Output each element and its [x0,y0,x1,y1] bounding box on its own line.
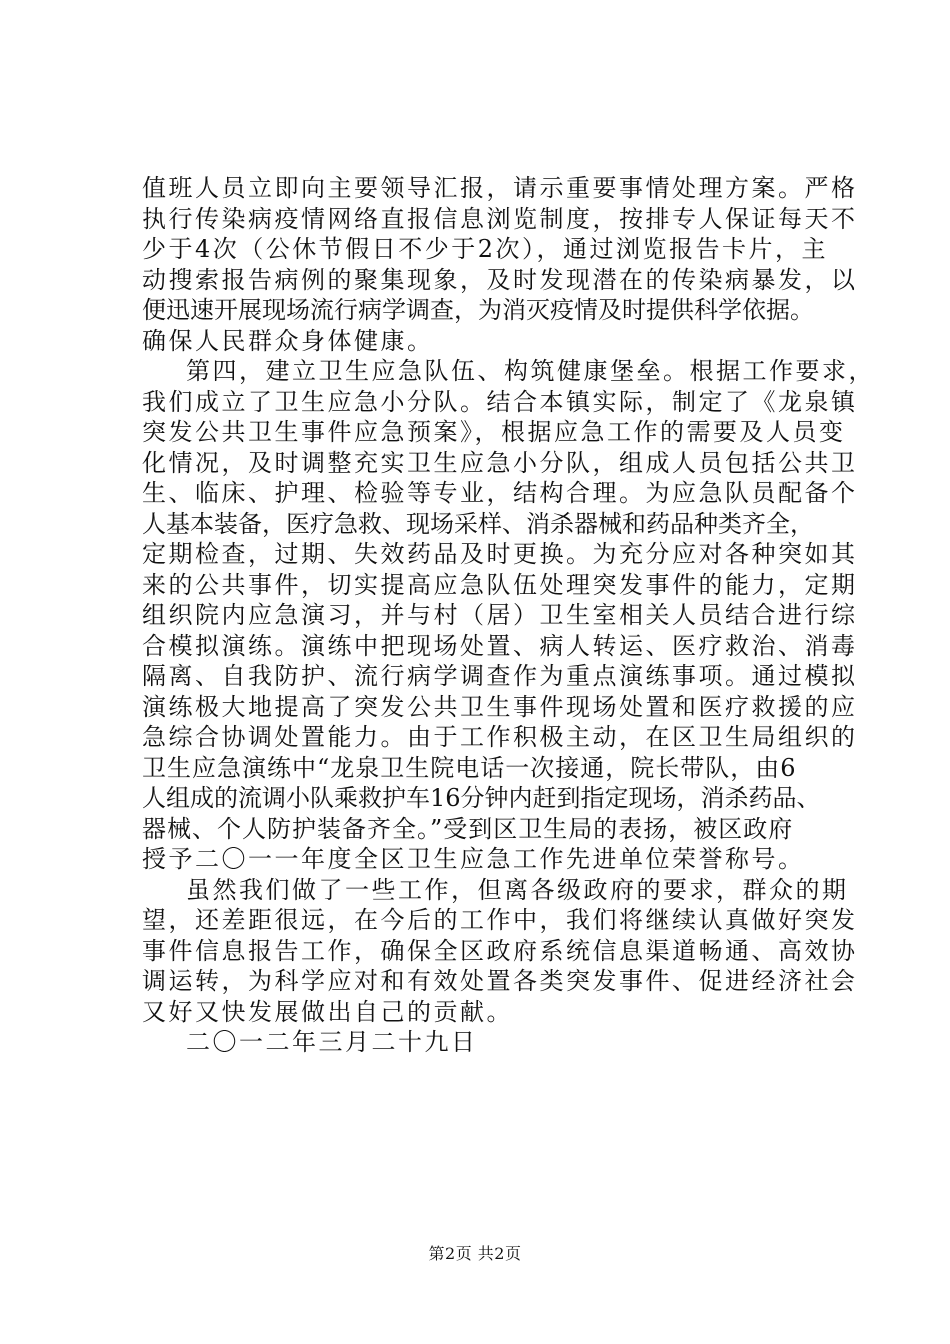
text-line: 来的公共事件，切实提高应急队伍处理突发事件的能力，定期 [142,570,858,599]
document-body [142,173,875,1058]
text-line: 授予二〇一一年度全区卫生应急工作先进单位荣誉称号。 [142,845,805,873]
text-line: 虽然我们做了一些工作，但离各级政府的要求，群众的期 [186,875,849,904]
text-line: 器械、个人防护装备齐全。”受到区卫生局的表扬，被区政府 [142,814,794,843]
text-line: 执行传染病疫情网络直报信息浏览制度，按排专人保证每天不 [142,204,858,233]
text-line: 人组成的流调小队乘救护车16分钟内赶到指定现场，消杀药品、 [142,784,821,812]
text-line: 我们成立了卫生应急小分队。结合本镇实际，制定了《龙泉镇 [142,387,858,416]
text-line: 动搜索报告病例的聚集现象，及时发现潜在的传染病暴发，以 [142,265,858,294]
text-line: 卫生应急演练中“龙泉卫生院电话一次接通，院长带队，由6 [142,753,797,782]
date-line: 二〇一二年三月二十九日 [186,1028,478,1056]
text-line: 事件信息报告工作，确保全区政府系统信息渠道畅通、高效协 [142,936,858,965]
text-line: 第四，建立卫生应急队伍、构筑健康堡垒。根据工作要求， [186,357,875,385]
text-line: 定期检查，过期、失效药品及时更换。为充分应对各种突如其 [142,540,858,568]
text-line: 值班人员立即向主要领导汇报，请示重要事情处理方案。严格 [142,174,858,202]
text-line: 调运转，为科学应对和有效处置各类突发事件、促进经济社会 [142,967,858,995]
text-line: 望，还差距很远，在今后的工作中，我们将继续认真做好突发 [142,906,858,934]
text-line: 人基本装备，医疗急救、现场采样、消杀器械和药品种类齐全， [142,509,814,538]
page-number-footer: 第2页 共2页 [428,1244,522,1263]
text-line: 组织院内应急演习，并与村（居）卫生室相关人员结合进行综 [142,601,858,629]
text-line: 突发公共卫生事件应急预案》，根据应急工作的需要及人员变 [142,418,846,446]
text-line: 便迅速开展现场流行病学调查，为消灭疫情及时提供科学依据。 [142,296,814,324]
text-line: 化情况，及时调整充实卫生应急小分队，组成人员包括公共卫 [142,448,858,477]
text-line: 又好又快发展做出自己的贡献。 [142,997,513,1026]
text-line: 少于4次（公休节假日不少于2次），通过浏览报告卡片，主 [142,235,829,263]
text-line: 演练极大地提高了突发公共卫生事件现场处置和医疗救援的应 [142,692,858,721]
text-line: 确保人民群众身体健康。 [142,326,434,355]
text-line: 生、临床、护理、检验等专业，结构合理。为应急队员配备个 [142,479,858,507]
text-line: 急综合协调处置能力。由于工作积极主动，在区卫生局组织的 [142,723,858,751]
text-line: 合模拟演练。演练中把现场处置、病人转运、医疗救治、消毒 [142,631,858,660]
text-line: 隔离、自我防护、流行病学调查作为重点演练事项。通过模拟 [142,662,858,690]
